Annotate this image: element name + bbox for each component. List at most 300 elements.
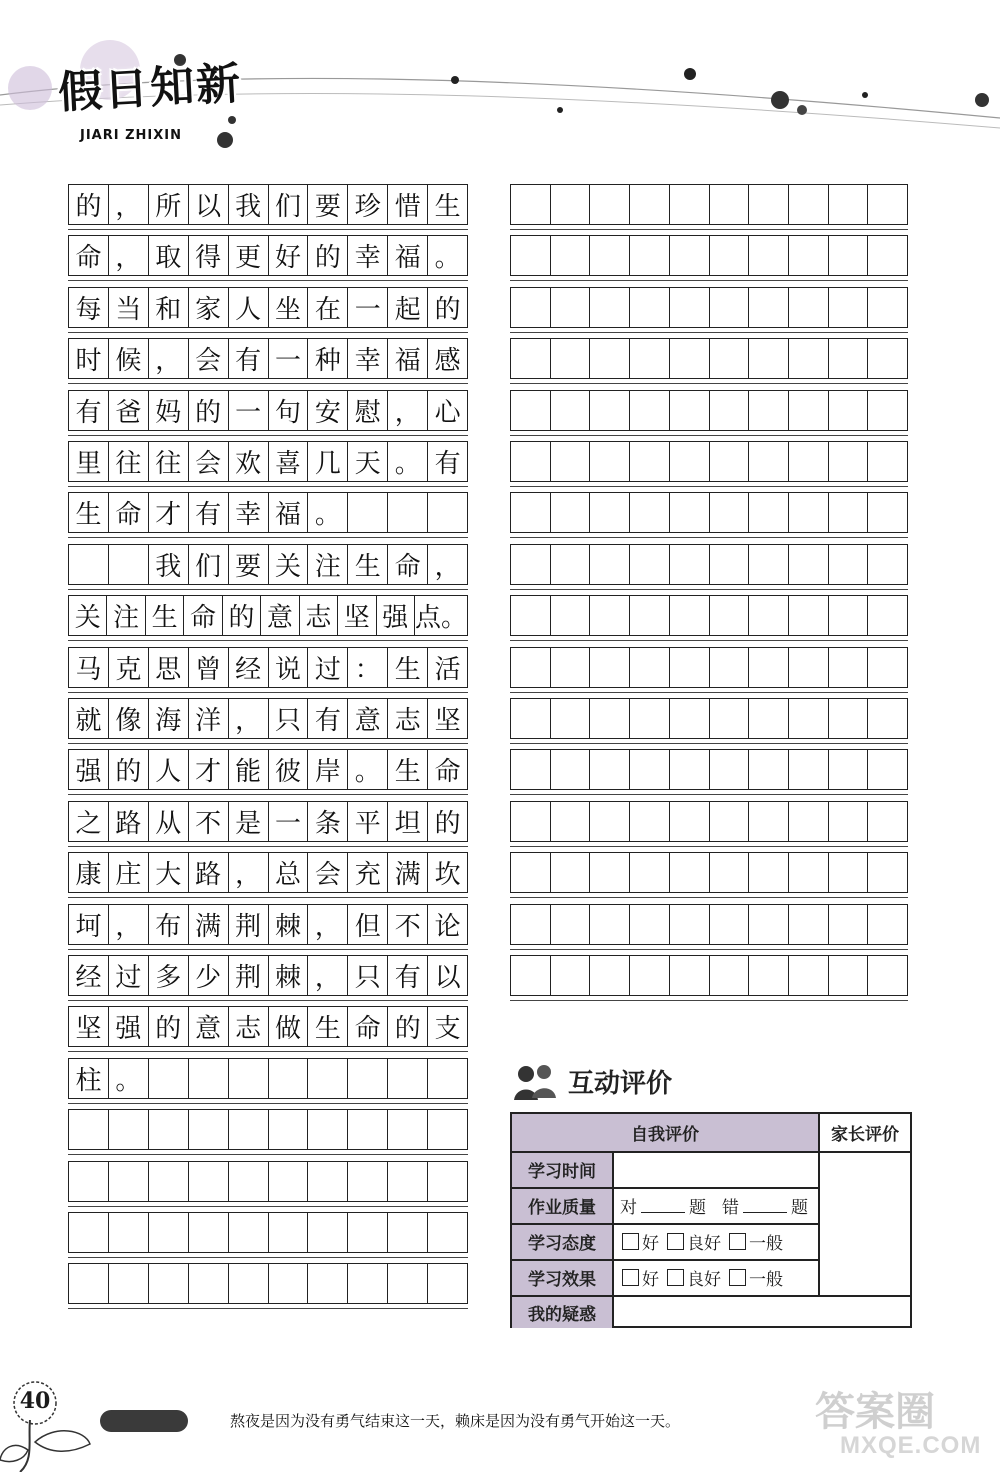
grid-cell[interactable]: 意 (348, 699, 388, 738)
grid-cell[interactable] (109, 545, 149, 584)
grid-cell[interactable]: 生 (146, 596, 184, 635)
grid-cell[interactable] (829, 699, 869, 738)
grid-cell[interactable]: 取 (149, 236, 189, 275)
grid-cell[interactable] (348, 1213, 388, 1252)
grid-cell[interactable]: 意 (261, 596, 299, 635)
grid-cell[interactable] (590, 185, 630, 224)
grid-cell[interactable] (269, 1264, 309, 1303)
grid-cell[interactable]: 珍 (348, 185, 388, 224)
grid-cell[interactable]: 不 (388, 905, 428, 944)
grid-cell[interactable] (388, 1264, 428, 1303)
grid-cell[interactable] (829, 339, 869, 378)
grid-cell[interactable] (868, 596, 907, 635)
grid-cell[interactable] (388, 1162, 428, 1201)
grid-cell[interactable]: 的 (69, 185, 109, 224)
grid-cell[interactable] (630, 956, 670, 995)
grid-cell[interactable] (710, 648, 750, 687)
grid-cell[interactable] (551, 750, 591, 789)
grid-cell[interactable] (149, 1110, 189, 1149)
grid-cell[interactable]: 起 (388, 288, 428, 327)
grid-cell[interactable] (670, 442, 710, 481)
grid-cell[interactable]: ， (149, 339, 189, 378)
grid-cell[interactable] (308, 1213, 348, 1252)
grid-cell[interactable]: 的 (149, 1007, 189, 1046)
grid-cell[interactable] (789, 493, 829, 532)
grid-cell[interactable] (829, 391, 869, 430)
grid-cell[interactable] (868, 750, 907, 789)
grid-cell[interactable] (630, 802, 670, 841)
grid-cell[interactable] (749, 493, 789, 532)
grid-cell[interactable] (590, 236, 630, 275)
grid-cell[interactable] (551, 391, 591, 430)
grid-cell[interactable] (590, 596, 630, 635)
grid-cell[interactable]: ， (388, 391, 428, 430)
grid-cell[interactable] (428, 1213, 467, 1252)
grid-cell[interactable]: 往 (109, 442, 149, 481)
grid-cell[interactable] (308, 1162, 348, 1201)
grid-cell[interactable] (308, 1059, 348, 1098)
grid-cell[interactable]: 坚 (434, 706, 461, 736)
grid-cell[interactable]: 坎 (434, 860, 461, 891)
grid-cell[interactable] (868, 288, 907, 327)
grid-cell[interactable] (670, 391, 710, 430)
grid-cell[interactable]: 得 (189, 236, 229, 275)
grid-cell[interactable] (789, 956, 829, 995)
grid-cell[interactable] (710, 339, 750, 378)
grid-cell[interactable] (789, 596, 829, 635)
grid-cell[interactable]: 强 (69, 750, 109, 789)
grid-cell[interactable]: 岸 (308, 750, 348, 789)
grid-cell[interactable] (308, 1264, 348, 1303)
grid-cell[interactable] (670, 699, 710, 738)
grid-cell[interactable] (109, 1162, 149, 1201)
grid-cell[interactable]: 的 (434, 808, 461, 839)
grid-cell[interactable]: 意 (189, 1007, 229, 1046)
grid-cell[interactable]: 里 (69, 442, 109, 481)
grid-cell[interactable] (630, 750, 670, 789)
grid-cell[interactable]: ： (348, 648, 388, 687)
grid-cell[interactable]: 荆 (229, 905, 269, 944)
grid-cell[interactable]: 之 (69, 802, 109, 841)
grid-cell[interactable] (511, 339, 551, 378)
grid-cell[interactable] (789, 802, 829, 841)
grid-cell[interactable]: ， (434, 551, 461, 582)
grid-cell[interactable]: 庄 (109, 853, 149, 892)
grid-cell[interactable]: 的 (189, 391, 229, 430)
grid-cell[interactable] (269, 1059, 309, 1098)
grid-cell[interactable]: 一 (348, 288, 388, 327)
grid-cell[interactable]: ， (109, 905, 149, 944)
grid-cell[interactable]: 有 (434, 449, 461, 479)
grid-cell[interactable] (829, 956, 869, 995)
grid-cell[interactable]: 从 (149, 802, 189, 841)
grid-cell[interactable] (308, 1110, 348, 1149)
grid-cell[interactable] (511, 442, 551, 481)
grid-cell[interactable]: 福 (269, 493, 309, 532)
grid-cell[interactable]: 马 (69, 648, 109, 687)
grid-cell[interactable]: 会 (189, 442, 229, 481)
grid-cell[interactable]: 布 (149, 905, 189, 944)
grid-cell[interactable] (670, 545, 710, 584)
grid-cell[interactable] (590, 493, 630, 532)
grid-cell[interactable] (590, 802, 630, 841)
effect-good-checkbox[interactable] (622, 1269, 639, 1286)
grid-cell[interactable] (428, 1059, 467, 1098)
grid-cell[interactable] (269, 1162, 309, 1201)
grid-cell[interactable]: 坚 (69, 1007, 109, 1046)
grid-cell[interactable]: 妈 (149, 391, 189, 430)
grid-cell[interactable] (428, 1110, 467, 1149)
grid-cell[interactable]: 满 (189, 905, 229, 944)
grid-cell[interactable] (590, 699, 630, 738)
grid-cell[interactable]: 福 (388, 339, 428, 378)
grid-cell[interactable] (511, 750, 551, 789)
grid-cell[interactable] (749, 956, 789, 995)
grid-cell[interactable] (749, 339, 789, 378)
grid-cell[interactable] (511, 699, 551, 738)
grid-cell[interactable]: 。 (388, 442, 428, 481)
grid-cell[interactable] (749, 391, 789, 430)
grid-cell[interactable] (511, 853, 551, 892)
grid-cell[interactable]: 是 (229, 802, 269, 841)
grid-cell[interactable] (551, 545, 591, 584)
grid-cell[interactable]: 。 (348, 750, 388, 789)
grid-cell[interactable]: 所 (149, 185, 189, 224)
grid-cell[interactable] (428, 1162, 467, 1201)
grid-cell[interactable]: 经 (69, 956, 109, 995)
grid-cell[interactable]: 康 (69, 853, 109, 892)
grid-cell[interactable]: 命 (69, 236, 109, 275)
wrong-count-blank[interactable] (743, 1198, 787, 1213)
grid-cell[interactable]: ， (229, 853, 269, 892)
grid-cell[interactable] (749, 905, 789, 944)
grid-cell[interactable]: 天 (348, 442, 388, 481)
grid-cell[interactable]: 每 (69, 288, 109, 327)
grid-cell[interactable] (551, 288, 591, 327)
grid-cell[interactable] (511, 802, 551, 841)
grid-cell[interactable] (630, 493, 670, 532)
grid-cell[interactable] (670, 185, 710, 224)
grid-cell[interactable] (109, 1213, 149, 1252)
grid-cell[interactable]: 会 (308, 853, 348, 892)
grid-cell[interactable] (630, 236, 670, 275)
grid-cell[interactable]: 句 (269, 391, 309, 430)
grid-cell[interactable]: 坦 (388, 802, 428, 841)
grid-cell[interactable]: 路 (109, 802, 149, 841)
grid-cell[interactable] (670, 956, 710, 995)
grid-cell[interactable] (710, 391, 750, 430)
grid-cell[interactable] (388, 493, 428, 532)
grid-cell[interactable] (749, 699, 789, 738)
effect-average-checkbox[interactable] (729, 1269, 746, 1286)
grid-cell[interactable] (670, 288, 710, 327)
grid-cell[interactable] (69, 1213, 109, 1252)
grid-cell[interactable] (590, 750, 630, 789)
grid-cell[interactable] (229, 1110, 269, 1149)
grid-cell[interactable]: 柱 (69, 1059, 109, 1098)
grid-cell[interactable] (511, 596, 551, 635)
grid-cell[interactable] (749, 853, 789, 892)
grid-cell[interactable]: 总 (269, 853, 309, 892)
grid-cell[interactable]: 充 (348, 853, 388, 892)
grid-cell[interactable]: 就 (69, 699, 109, 738)
grid-cell[interactable]: 往 (149, 442, 189, 481)
grid-cell[interactable]: 。 (308, 493, 348, 532)
grid-cell[interactable] (710, 853, 750, 892)
grid-cell[interactable] (269, 1213, 309, 1252)
grid-cell[interactable] (630, 288, 670, 327)
grid-cell[interactable]: 爸 (109, 391, 149, 430)
grid-cell[interactable]: 以 (189, 185, 229, 224)
grid-cell[interactable]: 的 (388, 1007, 428, 1046)
attitude-average-checkbox[interactable] (729, 1233, 746, 1250)
grid-cell[interactable] (829, 750, 869, 789)
grid-cell[interactable] (229, 1264, 269, 1303)
grid-cell[interactable] (551, 956, 591, 995)
grid-cell[interactable]: 的 (308, 236, 348, 275)
grid-cell[interactable] (590, 648, 630, 687)
grid-cell[interactable] (789, 699, 829, 738)
grid-cell[interactable] (551, 339, 591, 378)
grid-cell[interactable]: 时 (69, 339, 109, 378)
grid-cell[interactable] (829, 185, 869, 224)
grid-cell[interactable] (789, 648, 829, 687)
grid-cell[interactable] (868, 699, 907, 738)
grid-cell[interactable] (670, 493, 710, 532)
grid-cell[interactable] (789, 339, 829, 378)
grid-cell[interactable] (69, 1110, 109, 1149)
grid-cell[interactable] (348, 1059, 388, 1098)
grid-cell[interactable] (789, 750, 829, 789)
grid-cell[interactable] (868, 802, 907, 841)
grid-cell[interactable] (149, 1059, 189, 1098)
grid-cell[interactable]: 棘 (269, 956, 309, 995)
grid-cell[interactable] (189, 1213, 229, 1252)
grid-cell[interactable] (670, 802, 710, 841)
grid-cell[interactable]: 幸 (348, 236, 388, 275)
grid-cell[interactable] (551, 802, 591, 841)
grid-cell[interactable]: 命 (434, 757, 461, 788)
grid-cell[interactable] (749, 236, 789, 275)
grid-cell[interactable] (189, 1059, 229, 1098)
grid-cell[interactable]: 们 (189, 545, 229, 584)
grid-cell[interactable] (710, 905, 750, 944)
grid-cell[interactable] (511, 391, 551, 430)
grid-cell[interactable]: 的 (434, 294, 461, 325)
grid-cell[interactable] (670, 853, 710, 892)
grid-cell[interactable] (749, 288, 789, 327)
grid-cell[interactable] (189, 1162, 229, 1201)
grid-cell[interactable]: 惜 (388, 185, 428, 224)
grid-cell[interactable] (348, 493, 388, 532)
grid-cell[interactable] (829, 648, 869, 687)
grid-cell[interactable]: 心 (434, 397, 461, 428)
grid-cell[interactable]: 命 (348, 1007, 388, 1046)
grid-cell[interactable]: 坷 (69, 905, 109, 944)
grid-cell[interactable] (109, 1264, 149, 1303)
grid-cell[interactable]: 条 (308, 802, 348, 841)
grid-cell[interactable]: 有 (189, 493, 229, 532)
grid-cell[interactable]: 经 (229, 648, 269, 687)
grid-cell[interactable] (149, 1213, 189, 1252)
grid-cell[interactable] (710, 236, 750, 275)
grid-cell[interactable] (670, 339, 710, 378)
grid-cell[interactable]: 志 (388, 699, 428, 738)
grid-cell[interactable] (789, 236, 829, 275)
grid-cell[interactable] (789, 288, 829, 327)
grid-cell[interactable] (69, 545, 109, 584)
grid-cell[interactable]: 和 (149, 288, 189, 327)
grid-cell[interactable] (551, 185, 591, 224)
grid-cell[interactable]: 们 (269, 185, 309, 224)
grid-cell[interactable]: 大 (149, 853, 189, 892)
grid-cell[interactable]: 支 (434, 1014, 461, 1045)
grid-cell[interactable] (868, 391, 907, 430)
grid-cell[interactable]: 只 (269, 699, 309, 738)
grid-cell[interactable] (551, 853, 591, 892)
grid-cell[interactable] (829, 853, 869, 892)
grid-cell[interactable] (590, 545, 630, 584)
grid-cell[interactable] (630, 545, 670, 584)
grid-cell[interactable] (829, 288, 869, 327)
study-time-field[interactable] (614, 1152, 818, 1187)
grid-cell[interactable] (630, 648, 670, 687)
grid-cell[interactable] (829, 596, 869, 635)
grid-cell[interactable] (189, 1264, 229, 1303)
grid-cell[interactable] (511, 236, 551, 275)
grid-cell[interactable]: 。 (434, 243, 461, 274)
grid-cell[interactable] (69, 1264, 109, 1303)
grid-cell[interactable]: 强 (109, 1007, 149, 1046)
grid-cell[interactable]: 种 (308, 339, 348, 378)
grid-cell[interactable] (868, 545, 907, 584)
grid-cell[interactable]: 关 (269, 545, 309, 584)
grid-cell[interactable] (749, 442, 789, 481)
grid-cell[interactable] (868, 442, 907, 481)
grid-cell[interactable]: 论 (434, 911, 461, 942)
grid-cell[interactable]: 强 (377, 596, 415, 635)
grid-cell[interactable] (749, 750, 789, 789)
grid-cell[interactable] (551, 648, 591, 687)
grid-cell[interactable] (749, 185, 789, 224)
grid-cell[interactable]: ， (109, 185, 149, 224)
grid-cell[interactable] (69, 1162, 109, 1201)
grid-cell[interactable] (630, 596, 670, 635)
grid-cell[interactable] (428, 493, 467, 532)
grid-cell[interactable] (789, 442, 829, 481)
grid-cell[interactable] (670, 596, 710, 635)
grid-cell[interactable] (590, 391, 630, 430)
grid-cell[interactable]: 荆 (229, 956, 269, 995)
grid-cell[interactable] (829, 442, 869, 481)
grid-cell[interactable]: ， (109, 236, 149, 275)
grid-cell[interactable] (868, 905, 907, 944)
grid-cell[interactable] (670, 648, 710, 687)
grid-cell[interactable]: 我 (149, 545, 189, 584)
grid-cell[interactable] (710, 699, 750, 738)
grid-cell[interactable]: 生 (308, 1007, 348, 1046)
grid-cell[interactable]: 我 (229, 185, 269, 224)
grid-cell[interactable] (388, 1213, 428, 1252)
grid-cell[interactable]: 几 (308, 442, 348, 481)
grid-cell[interactable] (551, 442, 591, 481)
grid-cell[interactable] (590, 442, 630, 481)
grid-cell[interactable]: 有 (69, 391, 109, 430)
grid-cell[interactable] (829, 905, 869, 944)
grid-cell[interactable] (428, 1264, 467, 1303)
grid-cell[interactable] (511, 648, 551, 687)
grid-cell[interactable] (710, 288, 750, 327)
grid-cell[interactable] (868, 648, 907, 687)
grid-cell[interactable]: 有 (388, 956, 428, 995)
grid-cell[interactable] (348, 1110, 388, 1149)
grid-cell[interactable]: 做 (269, 1007, 309, 1046)
grid-cell[interactable] (789, 391, 829, 430)
grid-cell[interactable] (710, 750, 750, 789)
grid-cell[interactable]: 命 (184, 596, 222, 635)
grid-cell[interactable] (229, 1162, 269, 1201)
grid-cell[interactable]: 坚 (338, 596, 376, 635)
grid-cell[interactable]: 人 (229, 288, 269, 327)
grid-cell[interactable] (710, 802, 750, 841)
grid-cell[interactable]: 要 (308, 185, 348, 224)
grid-cell[interactable] (590, 288, 630, 327)
grid-cell[interactable]: 不 (189, 802, 229, 841)
grid-cell[interactable]: 有 (229, 339, 269, 378)
grid-cell[interactable]: 多 (149, 956, 189, 995)
grid-cell[interactable]: 满 (388, 853, 428, 892)
grid-cell[interactable] (868, 339, 907, 378)
grid-cell[interactable]: 过 (308, 648, 348, 687)
grid-cell[interactable] (189, 1110, 229, 1149)
grid-cell[interactable]: 慰 (348, 391, 388, 430)
grid-cell[interactable]: 安 (308, 391, 348, 430)
grid-cell[interactable]: 人 (149, 750, 189, 789)
grid-cell[interactable]: 克 (109, 648, 149, 687)
grid-cell[interactable]: 生 (434, 192, 461, 222)
grid-cell[interactable]: 像 (109, 699, 149, 738)
grid-cell[interactable]: 活 (434, 654, 461, 685)
grid-cell[interactable]: 少 (189, 956, 229, 995)
grid-cell[interactable] (749, 596, 789, 635)
grid-cell[interactable] (868, 493, 907, 532)
grid-cell[interactable] (511, 185, 551, 224)
grid-cell[interactable]: 喜 (269, 442, 309, 481)
grid-cell[interactable] (551, 596, 591, 635)
grid-cell[interactable]: 只 (348, 956, 388, 995)
questions-field[interactable] (614, 1296, 910, 1328)
grid-cell[interactable]: 志 (229, 1007, 269, 1046)
grid-cell[interactable] (710, 442, 750, 481)
grid-cell[interactable]: 一 (229, 391, 269, 430)
grid-cell[interactable] (749, 802, 789, 841)
grid-cell[interactable] (630, 391, 670, 430)
grid-cell[interactable] (269, 1110, 309, 1149)
grid-cell[interactable] (229, 1059, 269, 1098)
grid-cell[interactable]: 的 (109, 750, 149, 789)
grid-cell[interactable] (590, 956, 630, 995)
grid-cell[interactable] (670, 236, 710, 275)
grid-cell[interactable]: 一 (269, 339, 309, 378)
grid-cell[interactable]: ， (308, 956, 348, 995)
grid-cell[interactable]: 才 (189, 750, 229, 789)
grid-cell[interactable] (229, 1213, 269, 1252)
grid-cell[interactable] (710, 596, 750, 635)
grid-cell[interactable]: 曾 (189, 648, 229, 687)
grid-cell[interactable]: 在 (308, 288, 348, 327)
grid-cell[interactable] (511, 956, 551, 995)
grid-cell[interactable]: 会 (189, 339, 229, 378)
